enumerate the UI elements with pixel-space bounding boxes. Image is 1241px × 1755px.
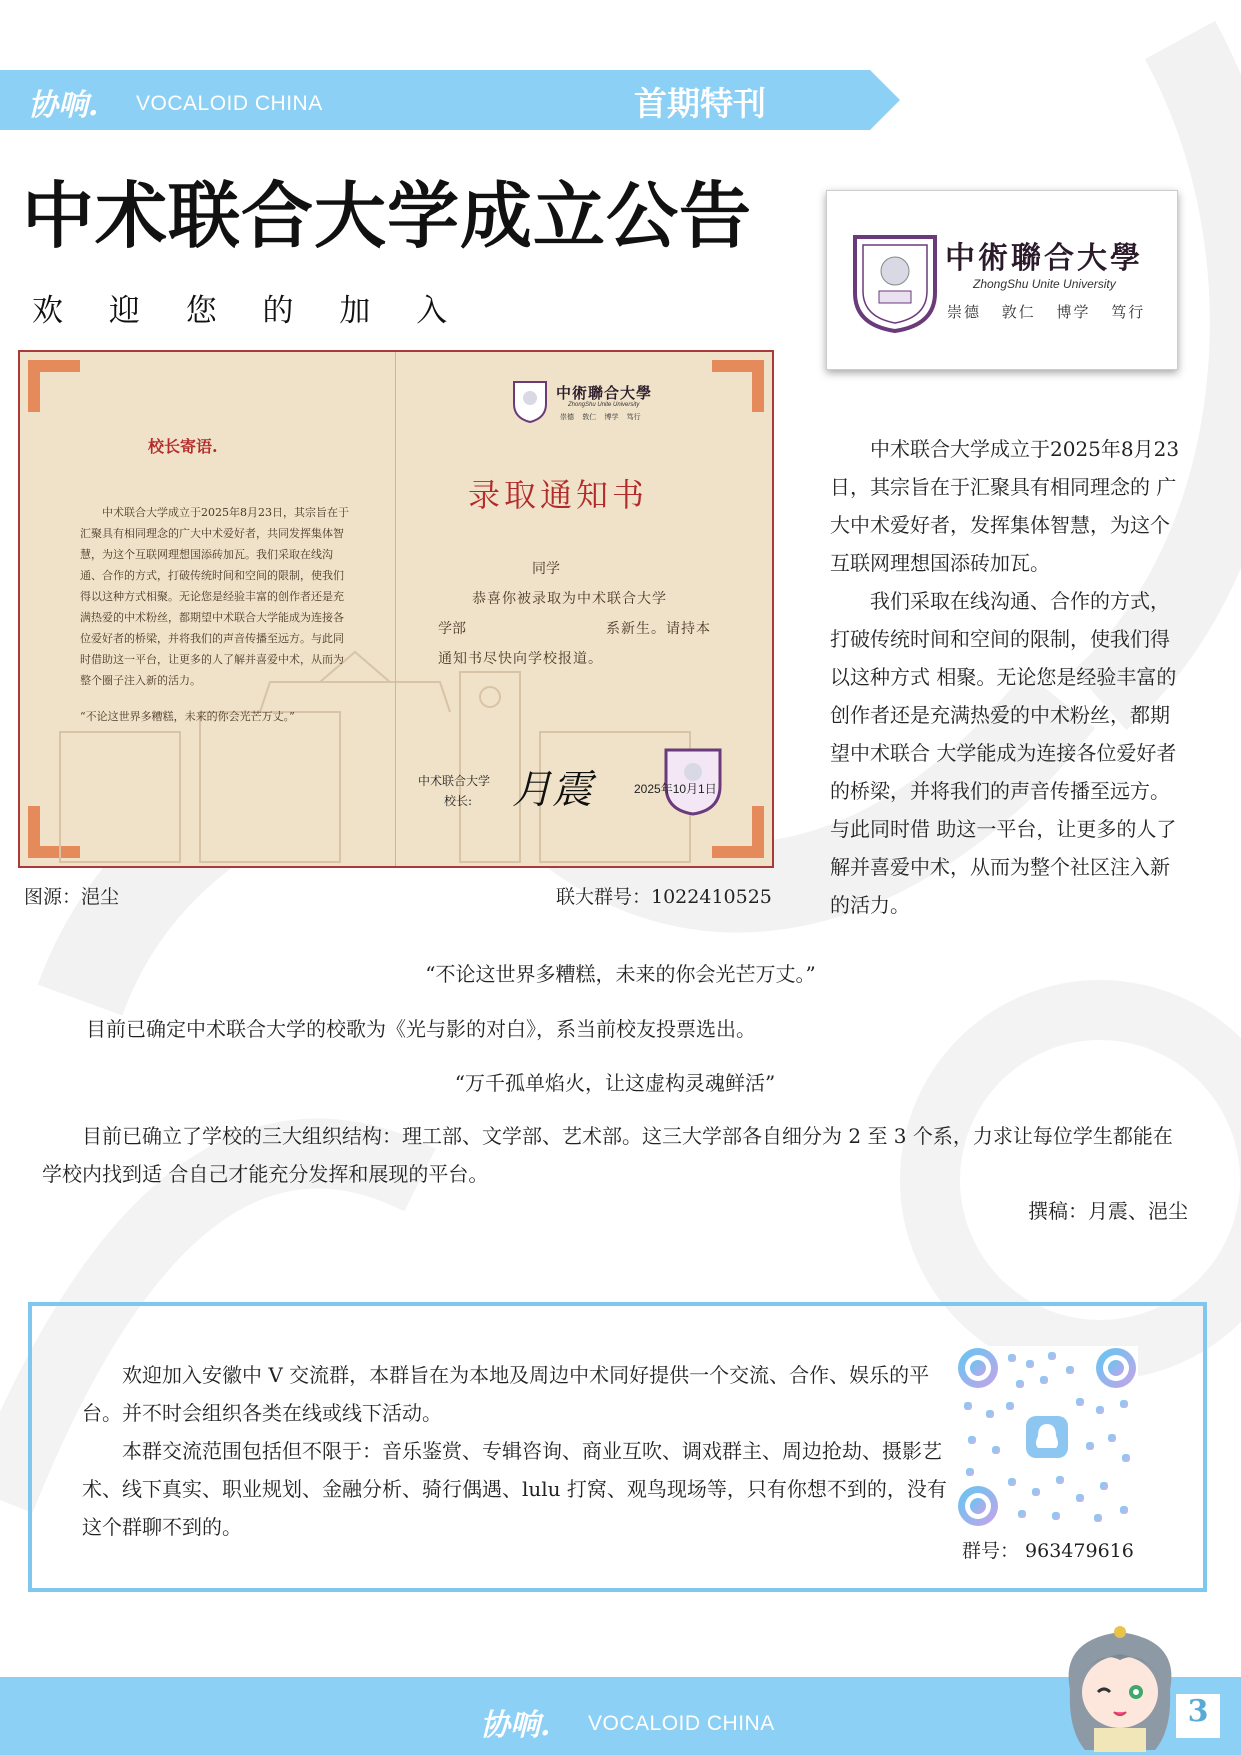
page-title: 中术联合大学成立公告 [22,174,753,258]
page-number: 3 [1176,1694,1220,1738]
principal-message-heading: 校长寄语. [148,437,218,456]
certificate-student-line: 同学 [532,561,560,577]
right-paragraph-2: 我们采取在线沟通、合作的方式，打破传统时间和空间的限制，使我们得以这种方式 相聚。无论您是经验丰富的创作者还是充满热爱的中术粉丝，都期望中术联合 大学能成为连接各位爱好者的桥梁，并将我们的声音传播至远方。与此同时借 助这一平台，让更多的人了解并喜爱中术，从而为整个社区注入新的活力。 [830,589,1177,917]
university-logo-english: ZhongShu Unite University [973,277,1116,291]
issue-title: 首期特刊 [634,84,766,123]
certificate-dept-line: 系新生。请持本 [606,621,711,637]
qr-group-number: 群号： 963479616 [962,1540,1134,1562]
header-brand-text: VOCALOID CHINA [136,92,323,115]
principal-signature: 月震 [512,767,592,813]
university-group-number: 联大群号：1022410525 [556,886,772,908]
right-column-text [830,430,1182,924]
image-source-caption: 图源：浥尘 [24,886,120,908]
certificate-congrats-line: 恭喜你被录取为中术联合大学 [472,591,667,607]
group-paragraph-1: 欢迎加入安徽中 V 交流群，本群旨在为本地及周边中术同好提供一个交流、合作、娱乐的平台。并不时会组织各类在线或线下活动。 [82,1363,930,1425]
university-logo-card [826,190,1178,370]
university-seal-icon [851,233,939,333]
certificate-sign-role: 校长: [444,794,473,808]
certificate-logo-english: ZhongShu Unite University [568,402,640,408]
quote-1: “不论这世界多糟糕，未来的你会光芒万丈。” [425,962,816,986]
right-paragraph-1: 中术联合大学成立于2025年8月23日，其宗旨在于汇聚具有相同理念的 广大中术爱好者，发挥集体智慧，为这个互联网理想国添砖加瓦。 [830,437,1180,575]
principal-message-body: 中术联合大学成立于2025年8月23日，其宗旨在于汇聚具有相同理念的广大中术爱好者，共同发挥集体智慧，为这个互联网理想国添砖加瓦。我们采取在线沟通、合作的方式，打破传统时间和空间的限制，使我们得以这种方式相聚。无论您是经验丰富的创作者还是充满热爱的中术粉丝，都期望中术联合大学能成为连接各位爱好者的桥梁，并将我们的声音传播至远方。与此同时借助这一平台，让更多的人了解并喜爱中术，从而为整个圈子注入新的活力。 [80,506,349,687]
school-song-paragraph: 目前已确定中术联合大学的校歌为《光与影的对白》，系当前校友投票选出。 [86,1017,756,1041]
certificate-date: 2025年10月1日 [634,782,717,796]
footer-brand-text: VOCALOID CHINA [588,1712,775,1735]
university-logo-motto: 崇德 敦仁 博学 笃行 [947,303,1146,321]
admission-notice-heading: 录取通知书 [468,476,649,514]
certificate-sign-org: 中术联合大学 [418,774,491,788]
mascot-character-icon [1060,1620,1180,1755]
group-invitation-text [82,1356,962,1546]
principal-message-quote: “不论这世界多糟糕，未来的你会光芒万丈。” [80,710,295,723]
admission-certificate-image [18,350,774,868]
byline: 撰稿：月震、浥尘 [1028,1199,1188,1223]
certificate-report-line: 通知书尽快向学校报道。 [438,651,603,667]
organization-paragraph: 目前已确立了学校的三大组织结构：理工部、文学部、艺术部。这三大学部各自细分为 2 至 3 个系，力求让每位学生都能在学校内找到适 合自己才能充分发挥和展现的平台。 [42,1124,1173,1186]
certificate-fold-line [395,352,396,866]
quote-2: “万千孤单焰火，让这虚构灵魂鲜活” [454,1071,776,1095]
university-logo-name: 中術聯合大學 [945,241,1143,276]
certificate-logo-name: 中術聯合大學 [556,384,653,402]
certificate-logo-motto: 崇德 敦仁 博学 笃行 [560,413,641,421]
header-brand-logo: 协响. [28,88,99,123]
group-paragraph-2: 本群交流范围包括但不限于：音乐鉴赏、专辑咨询、商业互吹、调戏群主、周边抢劫、摄影艺术、线下真实、职业规划、金融分析、骑行偶遇、lulu 打窝、观鸟现场等，只有你想不到的，没有这个群聊不到的。 [82,1439,947,1539]
group-invitation-box [28,1302,1207,1592]
footer-brand-logo: 协响. [480,1708,551,1743]
qr-code-icon[interactable] [956,1346,1138,1528]
page-subtitle: 欢 迎 您 的 加 入 [32,293,466,329]
certificate-dept-label: 学部 [438,621,466,637]
